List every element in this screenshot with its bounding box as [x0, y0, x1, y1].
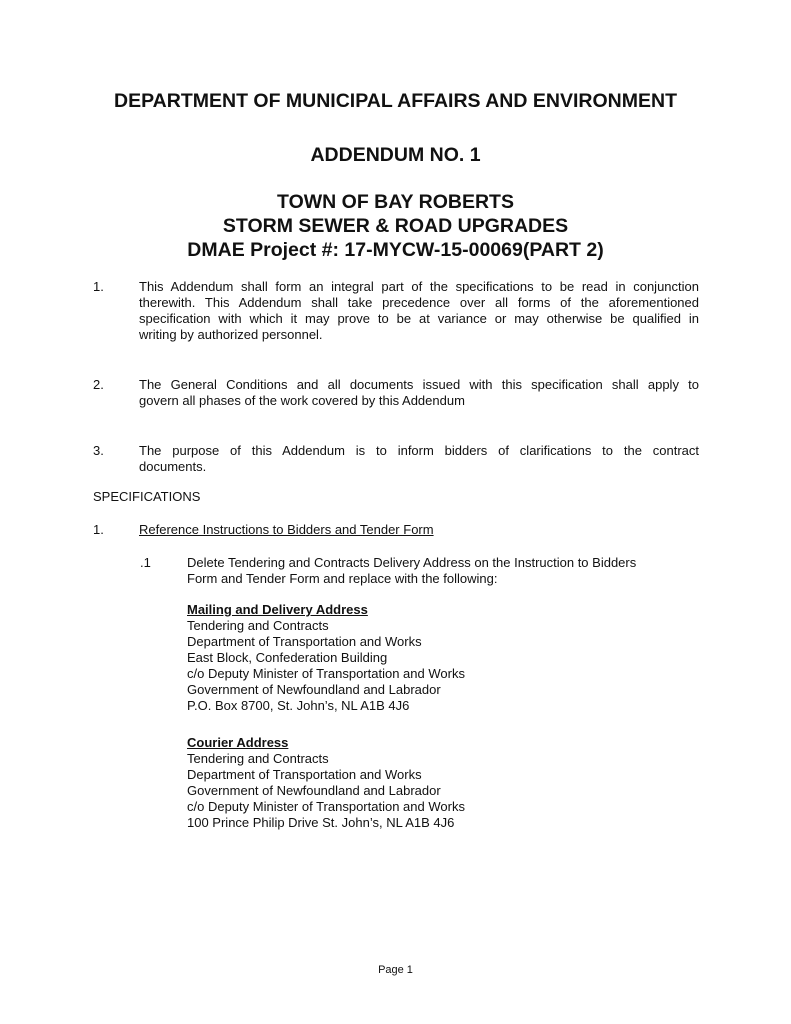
courier-address-block	[187, 735, 465, 831]
item-line: This Addendum shall form an integral part of the specifications to be read in conjunction	[139, 279, 699, 294]
address-line: Department of Transportation and Works	[187, 767, 422, 782]
address-line: P.O. Box 8700, St. John’s, NL A1B 4J6	[187, 698, 410, 713]
item-line: govern all phases of the work covered by this Addendum	[139, 393, 465, 408]
page-number: Page 1	[378, 964, 413, 976]
item-text	[139, 443, 699, 475]
department-title: DEPARTMENT OF MUNICIPAL AFFAIRS AND ENVIRONMENT	[114, 90, 677, 112]
mailing-address-title: Mailing and Delivery Address	[187, 602, 368, 617]
item-line: specification with which it may prove to be at variance or may otherwise be qualified in	[139, 311, 699, 326]
numbered-item-3	[93, 443, 699, 475]
subitem-number: .1	[140, 555, 151, 570]
address-line: Government of Newfoundland and Labrador	[187, 682, 441, 697]
address-line: Tendering and Contracts	[187, 751, 329, 766]
specification-subitem-1	[140, 555, 700, 587]
item-text	[139, 279, 699, 343]
item-number: 2.	[93, 377, 104, 392]
item-line: documents.	[139, 459, 207, 474]
item-line: The General Conditions and all documents issued with this specification shall apply to	[139, 377, 699, 392]
address-line: c/o Deputy Minister of Transportation and Works	[187, 799, 465, 814]
subitem-text	[187, 555, 700, 587]
address-line: c/o Deputy Minister of Transportation and Works	[187, 666, 465, 681]
town-name: TOWN OF BAY ROBERTS	[277, 191, 514, 213]
project-name: STORM SEWER & ROAD UPGRADES	[222, 215, 569, 237]
item-line: The purpose of this Addendum is to inform bidders of clarifications to the contract	[139, 443, 699, 458]
item-number: 3.	[93, 443, 104, 458]
address-line: 100 Prince Philip Drive St. John’s, NL A1B 4J6	[187, 815, 455, 830]
specifications-heading: SPECIFICATIONS	[93, 489, 201, 504]
numbered-item-2	[93, 377, 699, 409]
address-line: Department of Transportation and Works	[187, 634, 422, 649]
mailing-address-block	[187, 602, 465, 714]
project-heading	[0, 190, 791, 262]
addendum-title: ADDENDUM NO. 1	[310, 144, 481, 166]
address-line: Tendering and Contracts	[187, 618, 329, 633]
subitem-line: Form and Tender Form and replace with the following:	[187, 571, 498, 586]
subitem-line: Delete Tendering and Contracts Delivery Address on the Instruction to Bidders	[187, 555, 637, 570]
numbered-item-1	[93, 279, 699, 343]
address-line: East Block, Confederation Building	[187, 650, 388, 665]
spec-item-number: 1.	[93, 522, 104, 537]
item-line: therewith. This Addendum shall take precedence over all forms of the aforementioned	[139, 295, 699, 310]
item-number: 1.	[93, 279, 104, 294]
item-text	[139, 377, 699, 409]
spec-item-label: Reference Instructions to Bidders and Tender Form	[139, 522, 434, 537]
project-number: DMAE Project #: 17-MYCW-15-00069(PART 2)	[187, 239, 604, 261]
address-line: Government of Newfoundland and Labrador	[187, 783, 441, 798]
item-line: writing by authorized personnel.	[139, 327, 323, 342]
courier-address-title: Courier Address	[187, 735, 289, 750]
